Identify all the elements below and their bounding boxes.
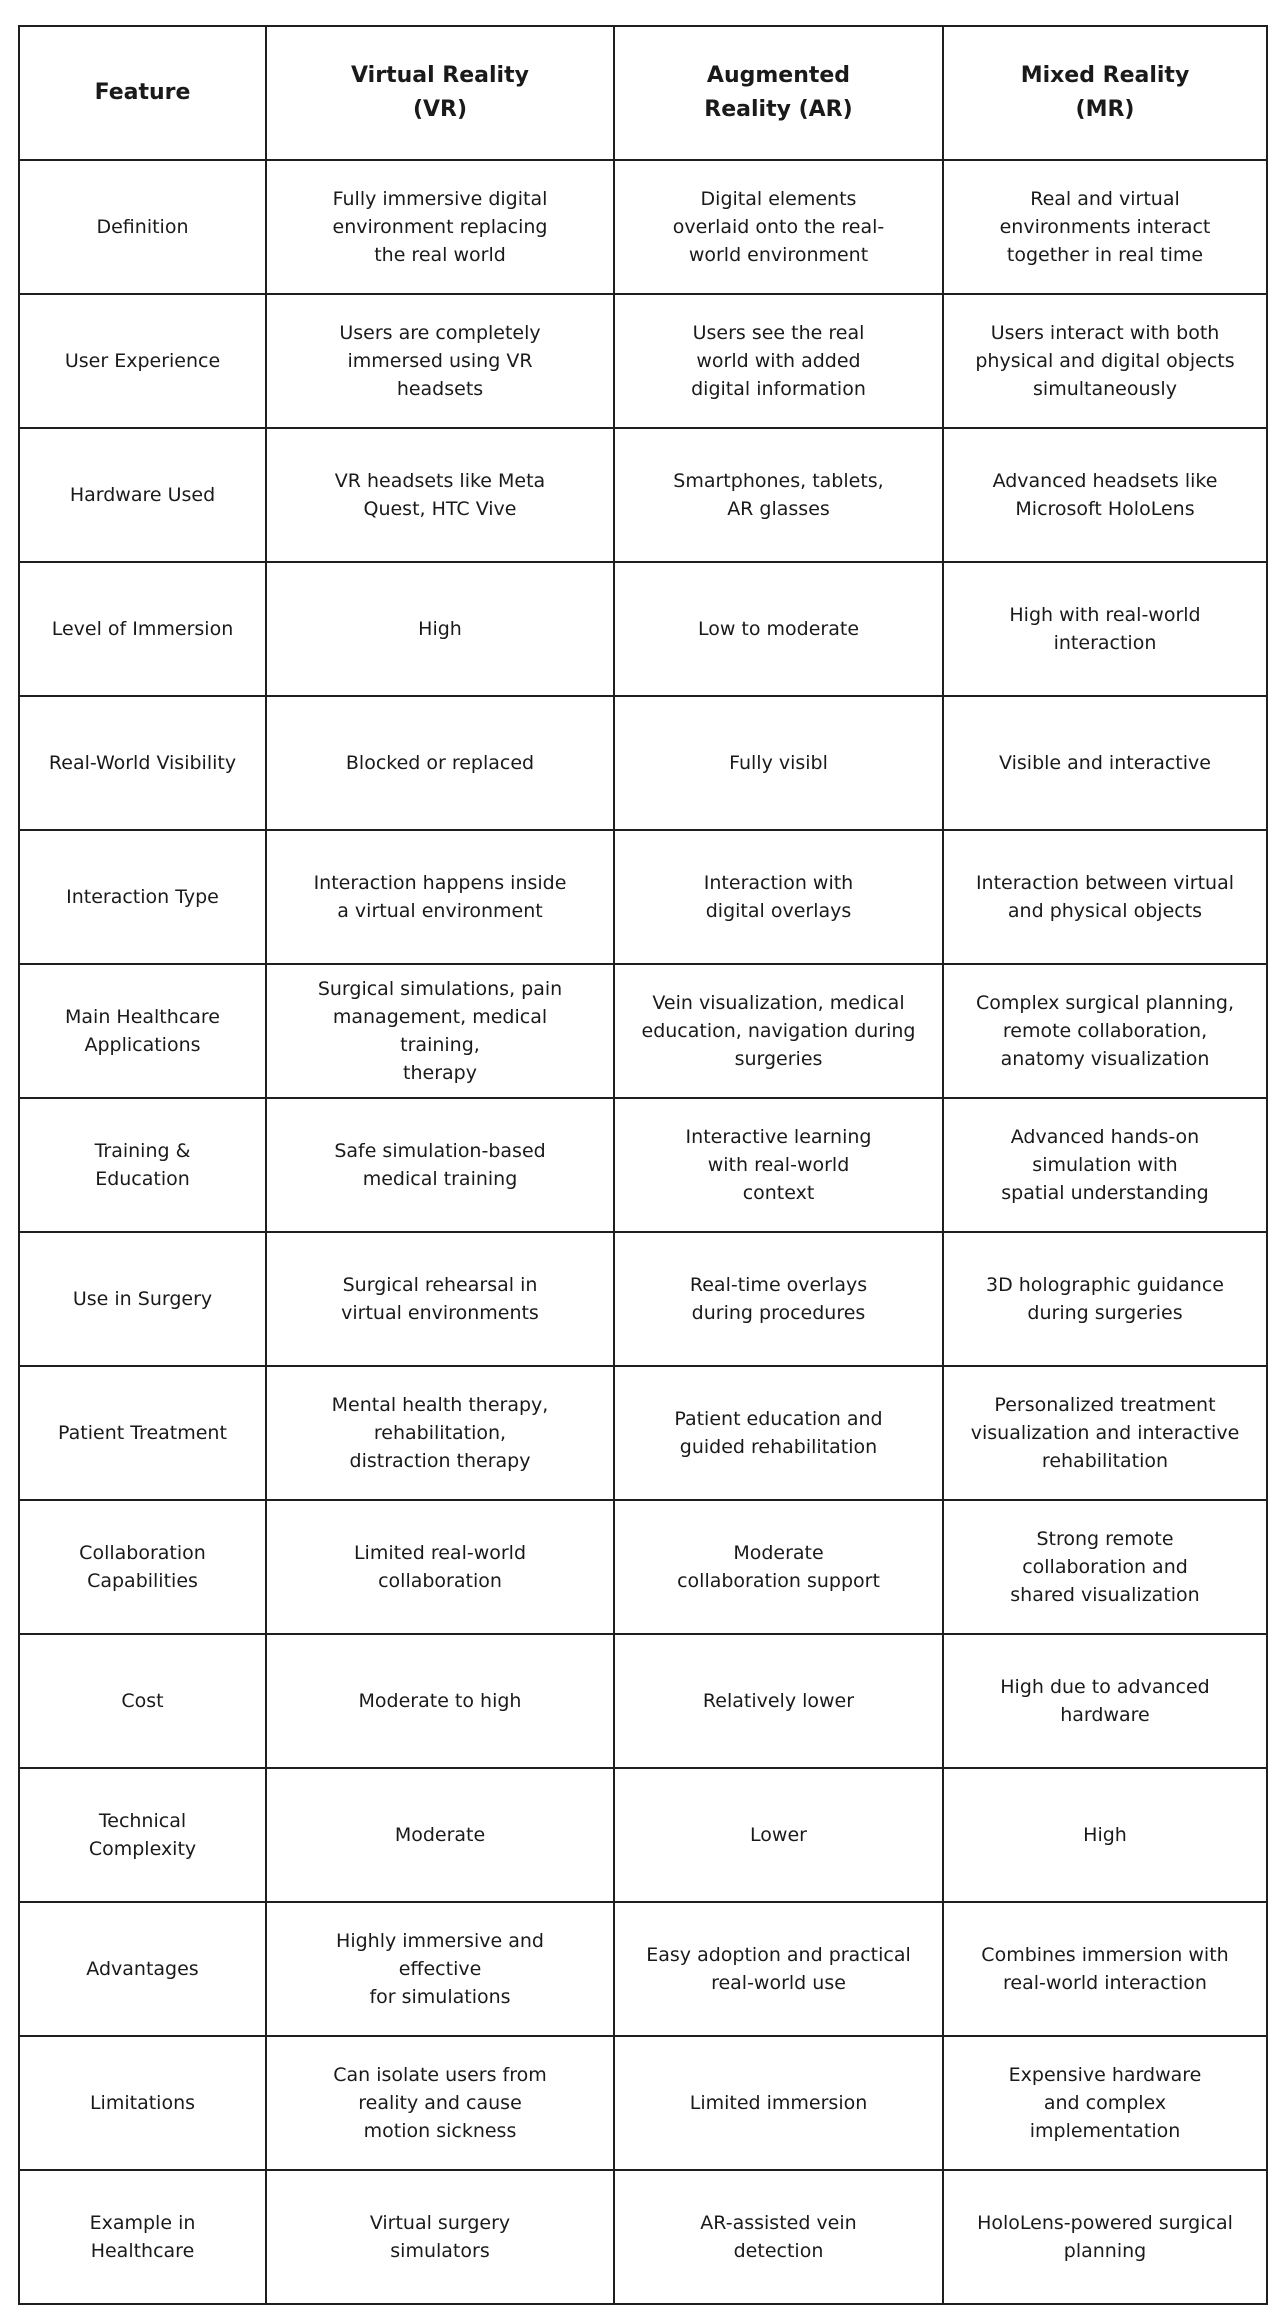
ar-cell: Interaction with digital overlays	[614, 830, 943, 964]
ar-cell: Low to moderate	[614, 562, 943, 696]
vr-cell: Virtual surgery simulators	[266, 2170, 614, 2304]
ar-cell: Digital elements overlaid onto the real- world environment	[614, 160, 943, 294]
table-row	[19, 2170, 1267, 2304]
mr-cell: High due to advanced hardware	[943, 1634, 1267, 1768]
feature-cell: Technical Complexity	[19, 1768, 266, 1902]
mr-cell: Users interact with both physical and digital objects simultaneously	[943, 294, 1267, 428]
mr-cell: Advanced hands-on simulation with spatial understanding	[943, 1098, 1267, 1232]
header-feature: Feature	[19, 26, 266, 160]
feature-cell: Level of Immersion	[19, 562, 266, 696]
table-body	[19, 160, 1267, 2304]
table-row	[19, 1098, 1267, 1232]
vr-cell: VR headsets like Meta Quest, HTC Vive	[266, 428, 614, 562]
table-row	[19, 160, 1267, 294]
mr-cell: High	[943, 1768, 1267, 1902]
mr-cell: 3D holographic guidance during surgeries	[943, 1232, 1267, 1366]
mr-cell: Visible and interactive	[943, 696, 1267, 830]
feature-cell: Real-World Visibility	[19, 696, 266, 830]
feature-cell: Patient Treatment	[19, 1366, 266, 1500]
vr-cell: Users are completely immersed using VR headsets	[266, 294, 614, 428]
table-row	[19, 2036, 1267, 2170]
ar-cell: Users see the real world with added digital information	[614, 294, 943, 428]
vr-cell: Interaction happens inside a virtual environment	[266, 830, 614, 964]
vr-cell: Surgical rehearsal in virtual environments	[266, 1232, 614, 1366]
ar-cell: Interactive learning with real-world context	[614, 1098, 943, 1232]
feature-cell: Definition	[19, 160, 266, 294]
ar-cell: Limited immersion	[614, 2036, 943, 2170]
feature-cell: User Experience	[19, 294, 266, 428]
mr-cell: Combines immersion with real-world interaction	[943, 1902, 1267, 2036]
vr-cell: Fully immersive digital environment replacing the real world	[266, 160, 614, 294]
ar-cell: Vein visualization, medical education, navigation during surgeries	[614, 964, 943, 1098]
table-row	[19, 1768, 1267, 1902]
mr-cell: High with real-world interaction	[943, 562, 1267, 696]
ar-cell: Lower	[614, 1768, 943, 1902]
vr-cell: Moderate to high	[266, 1634, 614, 1768]
feature-cell: Interaction Type	[19, 830, 266, 964]
mr-cell: Expensive hardware and complex implementation	[943, 2036, 1267, 2170]
ar-cell: Real-time overlays during procedures	[614, 1232, 943, 1366]
ar-cell: Relatively lower	[614, 1634, 943, 1768]
feature-cell: Hardware Used	[19, 428, 266, 562]
vr-cell: Moderate	[266, 1768, 614, 1902]
feature-cell: Limitations	[19, 2036, 266, 2170]
mr-cell: Advanced headsets like Microsoft HoloLens	[943, 428, 1267, 562]
table-row	[19, 1902, 1267, 2036]
feature-cell: Use in Surgery	[19, 1232, 266, 1366]
feature-cell: Collaboration Capabilities	[19, 1500, 266, 1634]
comparison-table-container	[18, 25, 1266, 2301]
ar-cell: Moderate collaboration support	[614, 1500, 943, 1634]
mr-cell: Interaction between virtual and physical objects	[943, 830, 1267, 964]
mr-cell: Real and virtual environments interact together in real time	[943, 160, 1267, 294]
ar-cell: AR-assisted vein detection	[614, 2170, 943, 2304]
header-augmented-reality: Augmented Reality (AR)	[614, 26, 943, 160]
feature-cell: Cost	[19, 1634, 266, 1768]
table-row	[19, 1232, 1267, 1366]
vr-cell: Safe simulation-based medical training	[266, 1098, 614, 1232]
ar-cell: Fully visibl	[614, 696, 943, 830]
feature-cell: Main Healthcare Applications	[19, 964, 266, 1098]
table-row	[19, 696, 1267, 830]
table-row	[19, 294, 1267, 428]
vr-cell: Mental health therapy, rehabilitation, distraction therapy	[266, 1366, 614, 1500]
table-row	[19, 964, 1267, 1098]
ar-cell: Easy adoption and practical real-world use	[614, 1902, 943, 2036]
table-row	[19, 428, 1267, 562]
header-row	[19, 26, 1267, 160]
ar-cell: Smartphones, tablets, AR glasses	[614, 428, 943, 562]
table-row	[19, 1500, 1267, 1634]
vr-cell: Limited real-world collaboration	[266, 1500, 614, 1634]
feature-cell: Training & Education	[19, 1098, 266, 1232]
table-row	[19, 1366, 1267, 1500]
mr-cell: Strong remote collaboration and shared visualization	[943, 1500, 1267, 1634]
header-virtual-reality: Virtual Reality (VR)	[266, 26, 614, 160]
table-row	[19, 830, 1267, 964]
vr-cell: Can isolate users from reality and cause motion sickness	[266, 2036, 614, 2170]
mr-cell: Complex surgical planning, remote collaboration, anatomy visualization	[943, 964, 1267, 1098]
vr-cell: Highly immersive and effective for simulations	[266, 1902, 614, 2036]
ar-cell: Patient education and guided rehabilitation	[614, 1366, 943, 1500]
feature-cell: Example in Healthcare	[19, 2170, 266, 2304]
table-row	[19, 562, 1267, 696]
mr-cell: HoloLens-powered surgical planning	[943, 2170, 1267, 2304]
vr-cell: High	[266, 562, 614, 696]
vr-cell: Surgical simulations, pain management, medical training, therapy	[266, 964, 614, 1098]
vr-cell: Blocked or replaced	[266, 696, 614, 830]
table-row	[19, 1634, 1267, 1768]
header-mixed-reality: Mixed Reality (MR)	[943, 26, 1267, 160]
comparison-table	[18, 25, 1268, 2305]
feature-cell: Advantages	[19, 1902, 266, 2036]
mr-cell: Personalized treatment visualization and interactive rehabilitation	[943, 1366, 1267, 1500]
